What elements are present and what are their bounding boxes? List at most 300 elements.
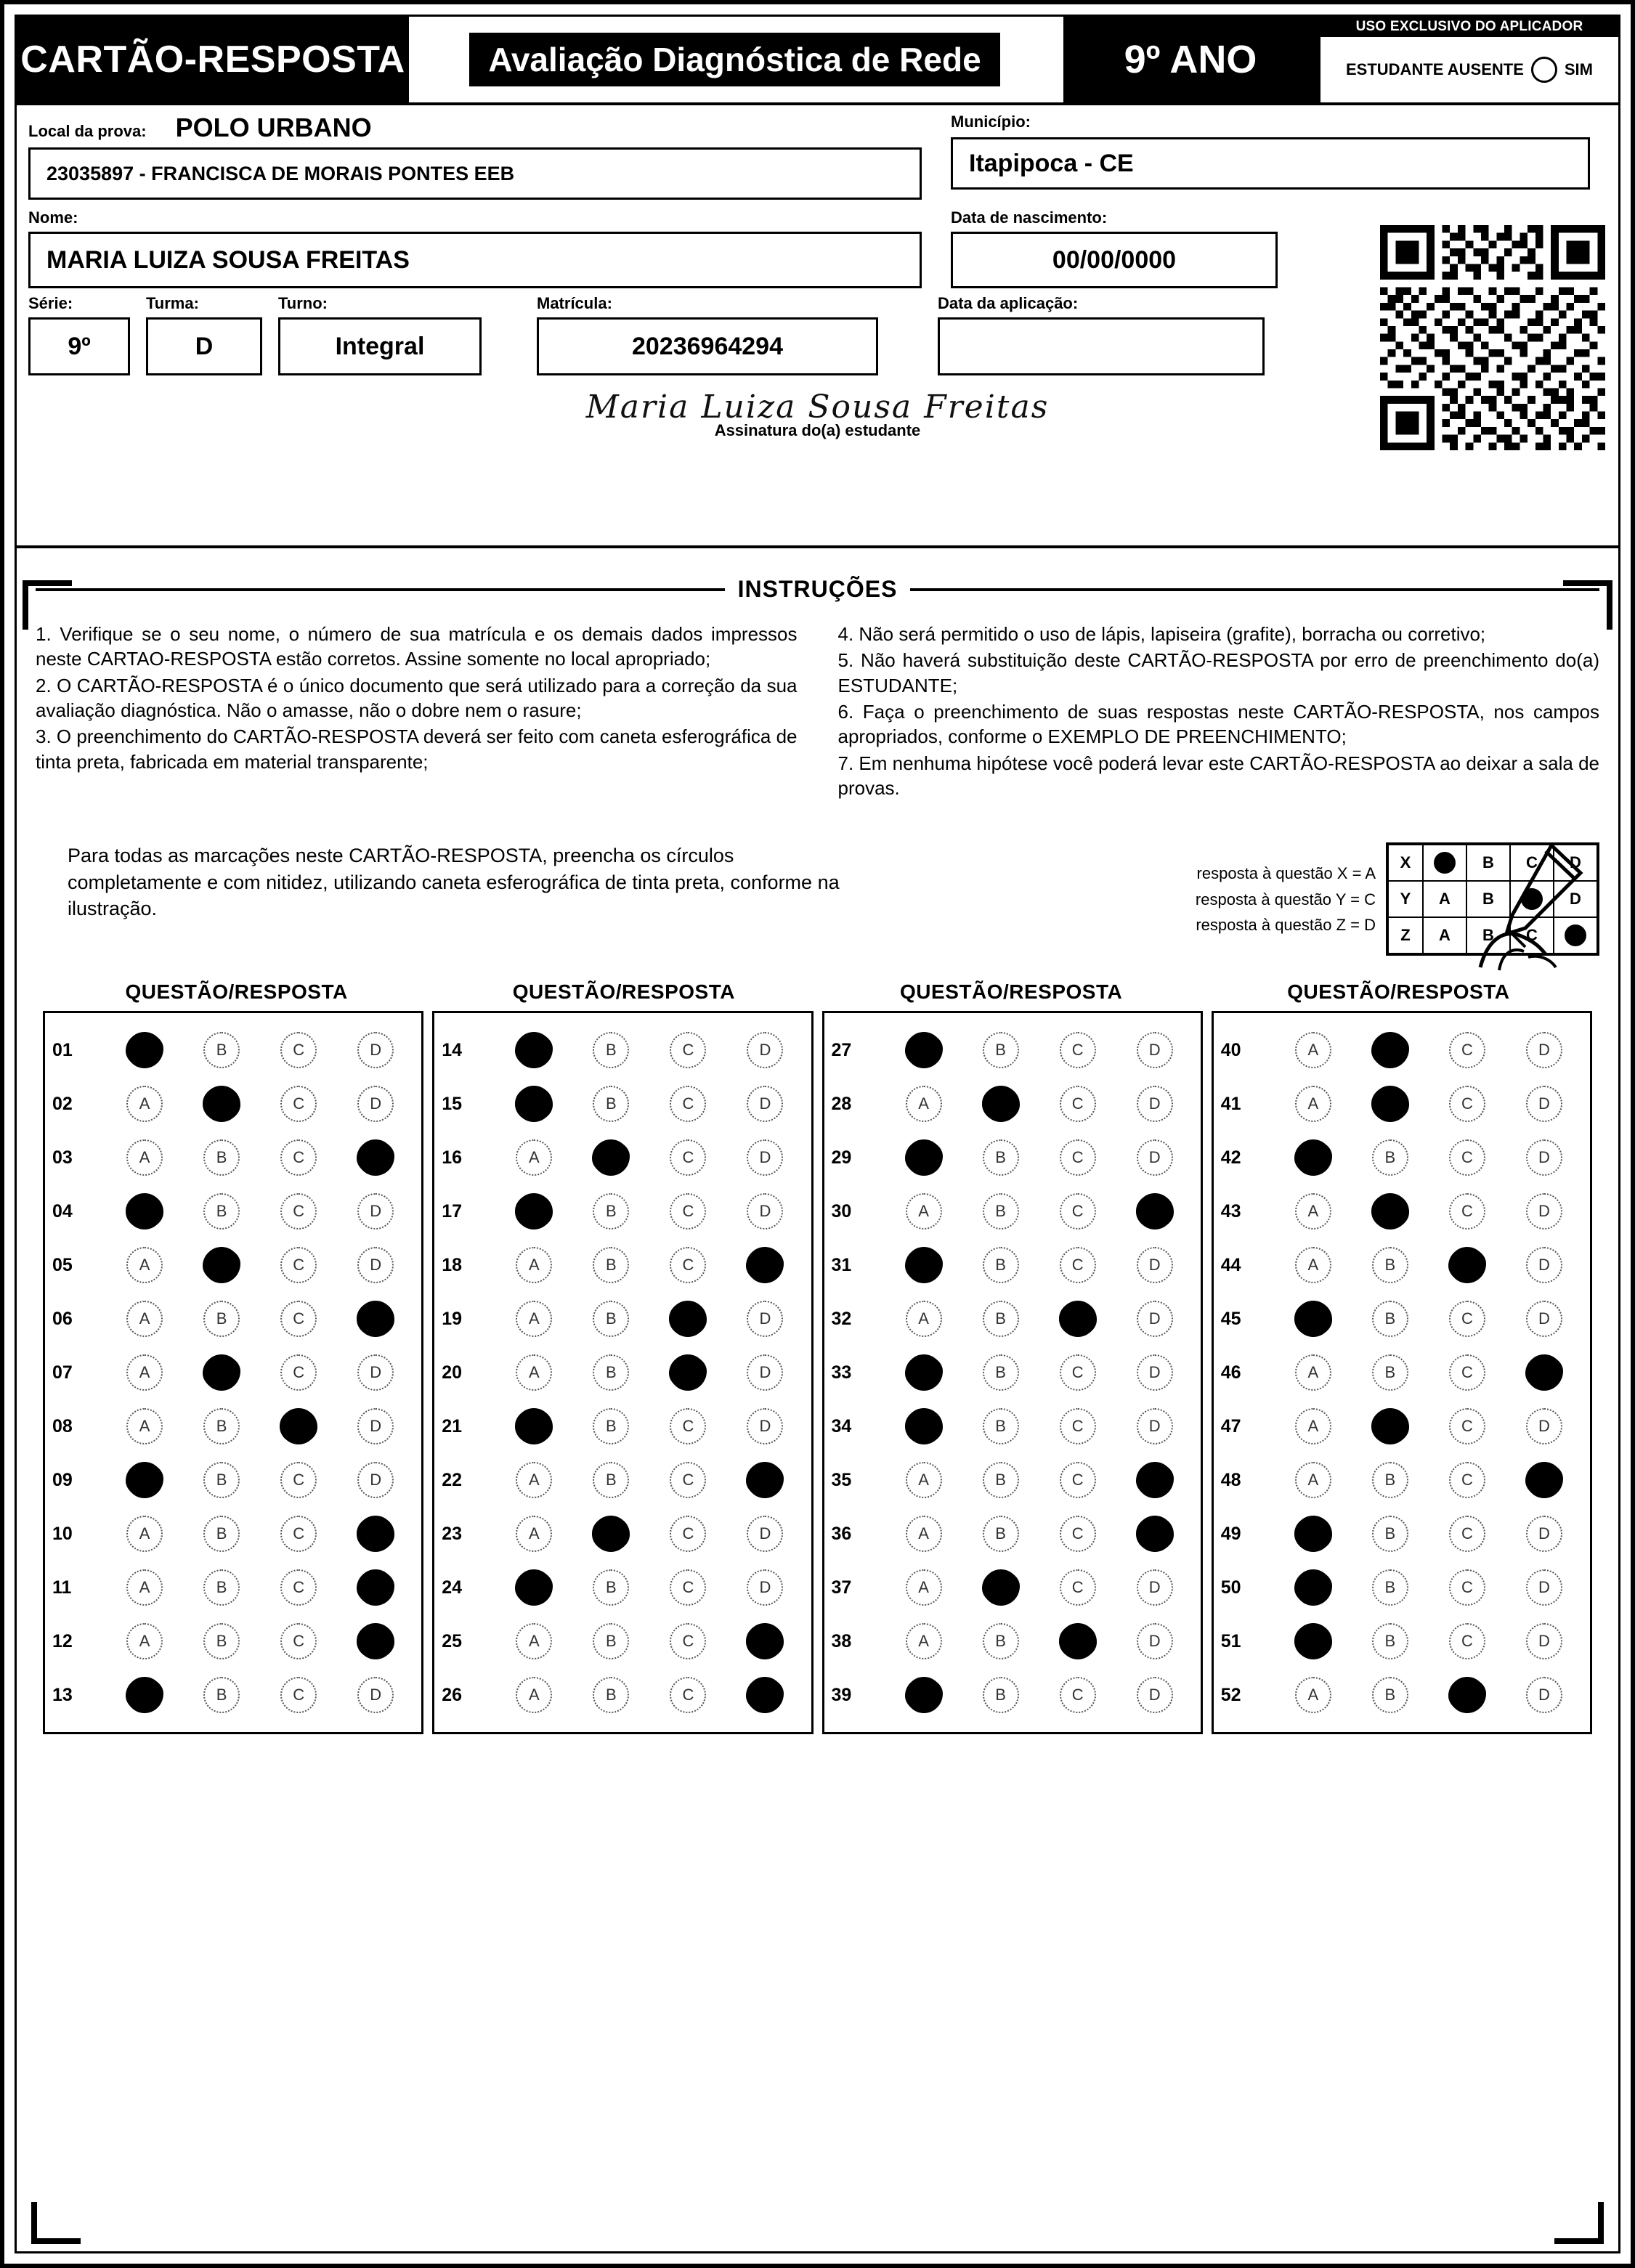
answer-bubble-b[interactable]: B xyxy=(962,1032,1039,1068)
registration-mark-bottom-left xyxy=(31,2202,81,2244)
instructions-left-column xyxy=(36,622,798,802)
answer-column xyxy=(822,1011,1203,1734)
turma-label: Turma: xyxy=(146,294,199,312)
answer-bubble-c[interactable]: C xyxy=(649,1569,726,1606)
answer-bubble-d[interactable]: D xyxy=(1116,1139,1193,1176)
question-number: 24 xyxy=(442,1577,463,1598)
question-row xyxy=(52,1561,414,1614)
answer-bubble-c[interactable]: C xyxy=(1429,1623,1506,1659)
answer-bubble-d[interactable] xyxy=(337,1301,414,1337)
question-row xyxy=(52,1668,414,1722)
answer-bubble-b[interactable] xyxy=(1352,1086,1429,1122)
matricula-field xyxy=(537,317,878,375)
answer-bubble-c[interactable]: C xyxy=(1039,1569,1116,1606)
answer-bubble-a[interactable] xyxy=(1275,1569,1352,1606)
question-row xyxy=(832,1399,1193,1453)
instructions-right-column xyxy=(838,622,1600,802)
question-number: 40 xyxy=(1220,1039,1241,1060)
answer-bubble-a[interactable] xyxy=(106,1193,183,1229)
question-row xyxy=(442,1292,803,1346)
school-value: 23035897 - FRANCISCA DE MORAIS PONTES EEB xyxy=(46,162,515,184)
answer-bubble-b[interactable]: B xyxy=(1352,1139,1429,1176)
answer-bubble-c[interactable]: C xyxy=(1039,1677,1116,1713)
answer-bubble-b[interactable] xyxy=(183,1247,260,1283)
answer-bubble-b[interactable] xyxy=(962,1086,1039,1122)
matricula-label: Matrícula: xyxy=(537,294,612,312)
answer-bubble-b[interactable] xyxy=(183,1354,260,1391)
answer-bubble-d[interactable]: D xyxy=(337,1677,414,1713)
question-number: 23 xyxy=(442,1523,463,1544)
question-row xyxy=(52,1131,414,1184)
answer-bubble-b[interactable]: B xyxy=(962,1623,1039,1659)
answer-grid[interactable] xyxy=(36,1011,1599,1741)
answer-bubble-a[interactable] xyxy=(885,1677,962,1713)
answer-bubble-a[interactable] xyxy=(495,1193,572,1229)
question-number: 03 xyxy=(52,1147,73,1168)
question-row xyxy=(52,1346,414,1399)
question-row xyxy=(442,1453,803,1507)
question-number: 02 xyxy=(52,1093,73,1114)
answer-bubble-b[interactable]: B xyxy=(962,1139,1039,1176)
matricula-field-wrap xyxy=(537,294,878,375)
aplicacao-field[interactable] xyxy=(938,317,1265,375)
answer-bubble-b[interactable]: B xyxy=(572,1462,649,1498)
answer-bubble-c[interactable]: C xyxy=(260,1354,337,1391)
answer-bubble-d[interactable] xyxy=(1506,1462,1583,1498)
question-number: 47 xyxy=(1220,1415,1241,1436)
answer-bubble-a[interactable]: A xyxy=(495,1139,572,1176)
answer-bubble-d[interactable]: D xyxy=(1506,1569,1583,1606)
answer-bubble-b[interactable]: B xyxy=(1352,1247,1429,1283)
answer-bubble-c[interactable] xyxy=(260,1408,337,1444)
answer-bubble-d[interactable]: D xyxy=(1116,1677,1193,1713)
answer-bubble-a[interactable]: A xyxy=(1275,1086,1352,1122)
answer-bubble-a[interactable]: A xyxy=(495,1623,572,1659)
question-number: 18 xyxy=(442,1254,463,1275)
answer-bubble-b[interactable]: B xyxy=(572,1677,649,1713)
answer-bubble-d[interactable] xyxy=(337,1569,414,1606)
answer-bubble-a[interactable]: A xyxy=(495,1677,572,1713)
question-number: 43 xyxy=(1220,1200,1241,1222)
answer-bubble-c[interactable]: C xyxy=(1429,1408,1506,1444)
answer-bubble-b[interactable]: B xyxy=(572,1301,649,1337)
answer-bubble-b[interactable]: B xyxy=(1352,1516,1429,1552)
answer-bubble-a[interactable]: A xyxy=(106,1516,183,1552)
answer-bubble-b[interactable]: B xyxy=(572,1032,649,1068)
answer-bubble-a[interactable] xyxy=(495,1086,572,1122)
answer-bubble-d[interactable]: D xyxy=(726,1516,803,1552)
answer-bubble-d[interactable]: D xyxy=(337,1193,414,1229)
answer-bubble-a[interactable] xyxy=(106,1032,183,1068)
answer-bubble-d[interactable]: D xyxy=(1116,1569,1193,1606)
answer-bubble-b[interactable] xyxy=(572,1139,649,1176)
answer-bubble-a[interactable] xyxy=(1275,1301,1352,1337)
question-row xyxy=(442,1184,803,1238)
answer-bubble-d[interactable] xyxy=(726,1623,803,1659)
instruction-item: 6. Faça o preenchimento de suas respostas neste CARTÃO-RESPOSTA, nos campos apropriados, conforme o EXEMPLO DE PREENCHIMENTO; xyxy=(837,700,1599,748)
question-number: 06 xyxy=(52,1308,73,1329)
municipio-label: Município: xyxy=(951,113,1031,131)
answer-bubble-b[interactable]: B xyxy=(962,1408,1039,1444)
instruction-item: 4. Não será permitido o uso de lápis, lapiseira (grafite), borracha ou corretivo; xyxy=(837,623,1486,645)
answer-bubble-c[interactable]: C xyxy=(649,1623,726,1659)
question-row xyxy=(832,1346,1193,1399)
question-row xyxy=(832,1023,1193,1077)
answer-bubble-a[interactable] xyxy=(106,1462,183,1498)
answer-bubble-d[interactable]: D xyxy=(726,1032,803,1068)
answer-bubble-d[interactable]: D xyxy=(1506,1086,1583,1122)
answer-bubble-c[interactable] xyxy=(1429,1247,1506,1283)
answer-bubble-a[interactable]: A xyxy=(106,1354,183,1391)
question-number: 11 xyxy=(52,1577,72,1598)
answer-bubble-d[interactable] xyxy=(337,1623,414,1659)
answer-bubble-b[interactable]: B xyxy=(1352,1623,1429,1659)
answer-bubble-c[interactable]: C xyxy=(260,1139,337,1176)
answer-bubble-c[interactable]: C xyxy=(649,1677,726,1713)
question-row xyxy=(1221,1507,1583,1561)
answer-bubble-c[interactable]: C xyxy=(649,1139,726,1176)
turno-label: Turno: xyxy=(278,294,328,312)
question-number: 04 xyxy=(52,1200,73,1222)
answer-bubble-c[interactable]: C xyxy=(649,1462,726,1498)
answer-bubble-b[interactable]: B xyxy=(572,1569,649,1606)
question-number: 16 xyxy=(442,1147,463,1168)
question-number: 50 xyxy=(1220,1577,1241,1598)
answer-bubble-d[interactable]: D xyxy=(726,1086,803,1122)
answer-bubble-b[interactable]: B xyxy=(572,1193,649,1229)
answer-bubble-a[interactable]: A xyxy=(885,1301,962,1337)
answer-bubble-b[interactable]: B xyxy=(962,1354,1039,1391)
answer-bubble-b[interactable]: B xyxy=(962,1193,1039,1229)
instruction-item: 7. Em nenhuma hipótese você poderá levar este CARTÃO-RESPOSTA ao deixar a sala de provas. xyxy=(837,752,1599,799)
answer-bubble-a[interactable]: A xyxy=(1275,1193,1352,1229)
question-number: 20 xyxy=(442,1362,463,1383)
answer-bubble-a[interactable]: A xyxy=(885,1569,962,1606)
answer-bubble-c[interactable]: C xyxy=(649,1193,726,1229)
answer-bubble-b[interactable]: B xyxy=(1352,1569,1429,1606)
school-field xyxy=(28,147,922,200)
question-row xyxy=(832,1668,1193,1722)
answer-bubble-a[interactable] xyxy=(885,1354,962,1391)
question-row xyxy=(832,1184,1193,1238)
answer-bubble-a[interactable]: A xyxy=(885,1516,962,1552)
answer-bubble-c[interactable]: C xyxy=(1039,1408,1116,1444)
answer-bubble-b[interactable]: B xyxy=(572,1408,649,1444)
answer-bubble-d[interactable]: D xyxy=(1506,1139,1583,1176)
answer-bubble-d[interactable]: D xyxy=(1116,1354,1193,1391)
answer-bubble-d[interactable]: D xyxy=(1506,1247,1583,1283)
example-bubble: B xyxy=(1466,917,1510,954)
answer-bubble-d[interactable]: D xyxy=(726,1354,803,1391)
question-number: 45 xyxy=(1220,1308,1241,1329)
instructions-title: INSTRUÇÕES xyxy=(737,576,898,602)
answer-bubble-d[interactable]: D xyxy=(1506,1193,1583,1229)
answer-bubble-c[interactable]: C xyxy=(260,1623,337,1659)
question-row xyxy=(52,1453,414,1507)
answer-bubble-c[interactable]: C xyxy=(649,1032,726,1068)
nome-value: MARIA LUIZA SOUSA FREITAS xyxy=(46,245,410,274)
answer-bubble-c[interactable]: C xyxy=(1429,1032,1506,1068)
question-number: 29 xyxy=(831,1147,852,1168)
answer-bubble-d[interactable] xyxy=(1116,1462,1193,1498)
answer-bubble-b[interactable]: B xyxy=(183,1569,260,1606)
question-row xyxy=(52,1507,414,1561)
answer-bubble-c[interactable]: C xyxy=(260,1193,337,1229)
question-number: 13 xyxy=(52,1684,73,1705)
answer-bubble-a[interactable]: A xyxy=(1275,1247,1352,1283)
question-row xyxy=(52,1077,414,1131)
answer-bubble-a[interactable]: A xyxy=(106,1086,183,1122)
answer-bubble-d[interactable]: D xyxy=(337,1354,414,1391)
answer-bubble-c[interactable]: C xyxy=(260,1462,337,1498)
answer-bubble-c[interactable]: C xyxy=(1429,1516,1506,1552)
answer-bubble-a[interactable] xyxy=(495,1569,572,1606)
answer-bubble-d[interactable] xyxy=(1506,1354,1583,1391)
answer-bubble-b[interactable]: B xyxy=(962,1516,1039,1552)
answer-bubble-a[interactable]: A xyxy=(885,1086,962,1122)
answer-bubble-a[interactable] xyxy=(885,1408,962,1444)
answer-bubble-a[interactable]: A xyxy=(885,1623,962,1659)
answer-bubble-c[interactable]: C xyxy=(649,1247,726,1283)
question-row xyxy=(1221,1668,1583,1722)
question-number: 51 xyxy=(1220,1630,1241,1651)
example-bubble: D xyxy=(1554,881,1597,917)
answer-bubble-a[interactable]: A xyxy=(1275,1462,1352,1498)
answer-bubble-a[interactable]: A xyxy=(495,1516,572,1552)
question-number: 52 xyxy=(1220,1684,1241,1705)
answer-bubble-d[interactable]: D xyxy=(1506,1623,1583,1659)
answer-bubble-d[interactable]: D xyxy=(1116,1032,1193,1068)
answer-bubble-a[interactable] xyxy=(495,1408,572,1444)
answer-bubble-c[interactable]: C xyxy=(1039,1247,1116,1283)
answer-bubble-a[interactable]: A xyxy=(106,1301,183,1337)
answer-bubble-a[interactable]: A xyxy=(106,1139,183,1176)
answer-bubble-a[interactable] xyxy=(885,1032,962,1068)
answer-bubble-a[interactable]: A xyxy=(885,1193,962,1229)
answer-bubble-d[interactable]: D xyxy=(337,1408,414,1444)
answer-bubble-d[interactable]: D xyxy=(726,1139,803,1176)
answer-bubble-b[interactable]: B xyxy=(572,1354,649,1391)
answer-bubble-c[interactable]: C xyxy=(649,1516,726,1552)
answer-bubble-c[interactable]: C xyxy=(1039,1462,1116,1498)
answer-bubble-c[interactable] xyxy=(1039,1301,1116,1337)
answer-bubble-a[interactable]: A xyxy=(106,1247,183,1283)
answer-bubble-d[interactable]: D xyxy=(726,1569,803,1606)
answer-bubble-d[interactable] xyxy=(337,1139,414,1176)
answer-bubble-d[interactable]: D xyxy=(726,1408,803,1444)
example-bubble: A xyxy=(1423,917,1466,954)
answer-bubble-a[interactable]: A xyxy=(1275,1408,1352,1444)
instruction-item: 2. O CARTÃO-RESPOSTA é o único documento que será utilizado para a correção da sua avaliação diagnóstica. Não o amasse, não o dobre nem o rasure; xyxy=(36,674,798,721)
answer-bubble-b[interactable]: B xyxy=(183,1408,260,1444)
turno-field xyxy=(278,317,482,375)
answer-bubble-d[interactable]: D xyxy=(337,1247,414,1283)
answer-bubble-b[interactable]: B xyxy=(572,1623,649,1659)
question-number: 35 xyxy=(831,1469,852,1490)
question-row xyxy=(442,1614,803,1668)
nascimento-field xyxy=(951,232,1278,288)
answer-bubble-c[interactable]: C xyxy=(260,1569,337,1606)
answer-bubble-a[interactable]: A xyxy=(1275,1677,1352,1713)
answer-bubble-c[interactable]: C xyxy=(1429,1301,1506,1337)
answer-bubble-c[interactable] xyxy=(1429,1677,1506,1713)
absent-bubble[interactable] xyxy=(1531,57,1557,83)
turno-field-wrap xyxy=(278,294,482,375)
answer-bubble-c[interactable]: C xyxy=(1429,1569,1506,1606)
answer-bubble-b[interactable]: B xyxy=(962,1462,1039,1498)
answer-bubble-c[interactable]: C xyxy=(260,1301,337,1337)
answer-bubble-c[interactable]: C xyxy=(1429,1139,1506,1176)
answer-bubble-a[interactable]: A xyxy=(885,1462,962,1498)
answer-bubble-a[interactable]: A xyxy=(106,1569,183,1606)
answer-bubble-d[interactable]: D xyxy=(1506,1516,1583,1552)
question-row xyxy=(1221,1561,1583,1614)
question-row xyxy=(442,1507,803,1561)
answer-bubble-c[interactable]: C xyxy=(649,1086,726,1122)
answer-bubble-c[interactable]: C xyxy=(260,1247,337,1283)
answer-bubble-a[interactable] xyxy=(106,1677,183,1713)
hand-pen-icon xyxy=(1458,838,1604,976)
answer-bubble-b[interactable] xyxy=(572,1516,649,1552)
answer-bubble-c[interactable]: C xyxy=(649,1408,726,1444)
answer-bubble-d[interactable] xyxy=(726,1462,803,1498)
registration-mark-top-left xyxy=(23,580,72,630)
answer-bubble-c[interactable]: C xyxy=(1039,1139,1116,1176)
question-number: 22 xyxy=(442,1469,463,1490)
answer-bubble-a[interactable]: A xyxy=(106,1623,183,1659)
answer-bubble-a[interactable] xyxy=(885,1139,962,1176)
answer-bubble-d[interactable]: D xyxy=(1116,1247,1193,1283)
answer-bubble-a[interactable]: A xyxy=(495,1354,572,1391)
answer-bubble-b[interactable]: B xyxy=(1352,1677,1429,1713)
serie-field xyxy=(28,317,130,375)
example-row-label: X xyxy=(1388,845,1423,881)
answer-bubble-a[interactable] xyxy=(495,1032,572,1068)
answer-bubble-b[interactable]: B xyxy=(1352,1354,1429,1391)
answer-bubble-c[interactable] xyxy=(1039,1623,1116,1659)
answer-bubble-b[interactable] xyxy=(962,1569,1039,1606)
answer-bubble-c[interactable]: C xyxy=(1039,1516,1116,1552)
answer-bubble-d[interactable]: D xyxy=(1506,1677,1583,1713)
answer-bubble-b[interactable]: B xyxy=(183,1032,260,1068)
answer-bubble-d[interactable]: D xyxy=(337,1462,414,1498)
answer-bubble-b[interactable] xyxy=(1352,1032,1429,1068)
answer-bubble-b[interactable]: B xyxy=(1352,1462,1429,1498)
answer-bubble-a[interactable] xyxy=(1275,1623,1352,1659)
answer-bubble-c[interactable]: C xyxy=(260,1677,337,1713)
answer-bubble-b[interactable]: B xyxy=(183,1677,260,1713)
answer-bubble-a[interactable]: A xyxy=(1275,1354,1352,1391)
answer-bubble-b[interactable]: B xyxy=(183,1193,260,1229)
answer-bubble-b[interactable]: B xyxy=(1352,1301,1429,1337)
question-row xyxy=(1221,1292,1583,1346)
answer-bubble-a[interactable] xyxy=(1275,1516,1352,1552)
serie-field-wrap xyxy=(28,294,130,375)
answer-bubble-c[interactable]: C xyxy=(1429,1086,1506,1122)
question-number: 12 xyxy=(52,1630,73,1651)
answer-bubble-b[interactable]: B xyxy=(183,1516,260,1552)
answer-bubble-d[interactable] xyxy=(726,1677,803,1713)
answer-bubble-b[interactable]: B xyxy=(183,1462,260,1498)
answer-bubble-a[interactable]: A xyxy=(495,1462,572,1498)
answer-bubble-b[interactable]: B xyxy=(183,1139,260,1176)
answer-bubble-c[interactable]: C xyxy=(260,1032,337,1068)
instructions-columns xyxy=(36,622,1599,802)
answer-bubble-a[interactable]: A xyxy=(106,1408,183,1444)
answer-bubble-a[interactable]: A xyxy=(495,1301,572,1337)
answer-bubble-a[interactable]: A xyxy=(495,1247,572,1283)
answer-bubble-a[interactable]: A xyxy=(1275,1032,1352,1068)
answer-bubble-b[interactable]: B xyxy=(962,1301,1039,1337)
answer-bubble-b[interactable]: B xyxy=(572,1247,649,1283)
instruction-item: 5. Não haverá substituição deste CARTÃO-RESPOSTA por erro de preenchimento do(a) ESTUDANTE; xyxy=(837,649,1599,696)
answer-bubble-d[interactable] xyxy=(726,1247,803,1283)
answer-bubble-c[interactable]: C xyxy=(1429,1193,1506,1229)
registration-mark-top-right xyxy=(1563,580,1612,630)
answer-bubble-d[interactable]: D xyxy=(1116,1301,1193,1337)
answer-bubble-b[interactable]: B xyxy=(572,1086,649,1122)
answer-bubble-d[interactable]: D xyxy=(1506,1032,1583,1068)
answer-bubble-a[interactable] xyxy=(1275,1139,1352,1176)
answer-bubble-b[interactable] xyxy=(1352,1193,1429,1229)
answer-bubble-c[interactable]: C xyxy=(260,1516,337,1552)
answer-bubble-c[interactable]: C xyxy=(1429,1354,1506,1391)
answer-bubble-c[interactable] xyxy=(649,1354,726,1391)
question-number: 05 xyxy=(52,1254,73,1275)
question-row xyxy=(1221,1346,1583,1399)
question-row xyxy=(832,1453,1193,1507)
exam-title-wrap xyxy=(409,17,1060,102)
answer-bubble-d[interactable]: D xyxy=(1116,1623,1193,1659)
answer-bubble-d[interactable]: D xyxy=(726,1301,803,1337)
answer-bubble-b[interactable]: B xyxy=(183,1301,260,1337)
answer-bubble-c[interactable]: C xyxy=(1039,1193,1116,1229)
answer-bubble-c[interactable] xyxy=(649,1301,726,1337)
instruction-item: 3. O preenchimento do CARTÃO-RESPOSTA deverá ser feito com caneta esferográfica de tinta preta, fabricada em material transparente; xyxy=(36,725,798,773)
answer-bubble-b[interactable] xyxy=(1352,1408,1429,1444)
question-number: 42 xyxy=(1220,1147,1241,1168)
answer-bubble-d[interactable]: D xyxy=(726,1193,803,1229)
answer-bubble-c[interactable]: C xyxy=(1039,1354,1116,1391)
answer-column xyxy=(1212,1011,1592,1734)
answer-bubble-c[interactable]: C xyxy=(1429,1462,1506,1498)
question-number: 46 xyxy=(1220,1362,1241,1383)
answer-bubble-c[interactable]: C xyxy=(1039,1032,1116,1068)
fill-instruction-text: Para todas as marcações neste CARTÃO-RESPOSTA, preencha os círculos completamente e com nitidez, utilizando caneta esferográfica de tinta preta, conforme na ilustração. xyxy=(68,845,840,920)
answer-bubble-b[interactable]: B xyxy=(962,1247,1039,1283)
question-row xyxy=(52,1614,414,1668)
answer-bubble-d[interactable]: D xyxy=(1116,1086,1193,1122)
answer-bubble-d[interactable]: D xyxy=(337,1032,414,1068)
aplicacao-field-wrap xyxy=(938,294,1265,375)
answer-bubble-c[interactable]: C xyxy=(260,1086,337,1122)
answer-bubble-a[interactable] xyxy=(885,1247,962,1283)
answer-bubble-b[interactable]: B xyxy=(962,1677,1039,1713)
answer-bubble-b[interactable] xyxy=(183,1086,260,1122)
answer-bubble-d[interactable] xyxy=(337,1516,414,1552)
sheet-header xyxy=(17,17,1618,105)
answer-bubble-d[interactable]: D xyxy=(1116,1408,1193,1444)
answer-bubble-c[interactable]: C xyxy=(1039,1086,1116,1122)
example-bubble: D xyxy=(1554,845,1597,881)
answer-bubble-d[interactable]: D xyxy=(1506,1408,1583,1444)
answer-bubble-d[interactable] xyxy=(1116,1193,1193,1229)
answer-bubble-b[interactable]: B xyxy=(183,1623,260,1659)
answer-headers xyxy=(36,980,1599,1004)
answer-bubble-d[interactable]: D xyxy=(1506,1301,1583,1337)
answer-bubble-d[interactable] xyxy=(1116,1516,1193,1552)
answer-bubble-d[interactable]: D xyxy=(337,1086,414,1122)
